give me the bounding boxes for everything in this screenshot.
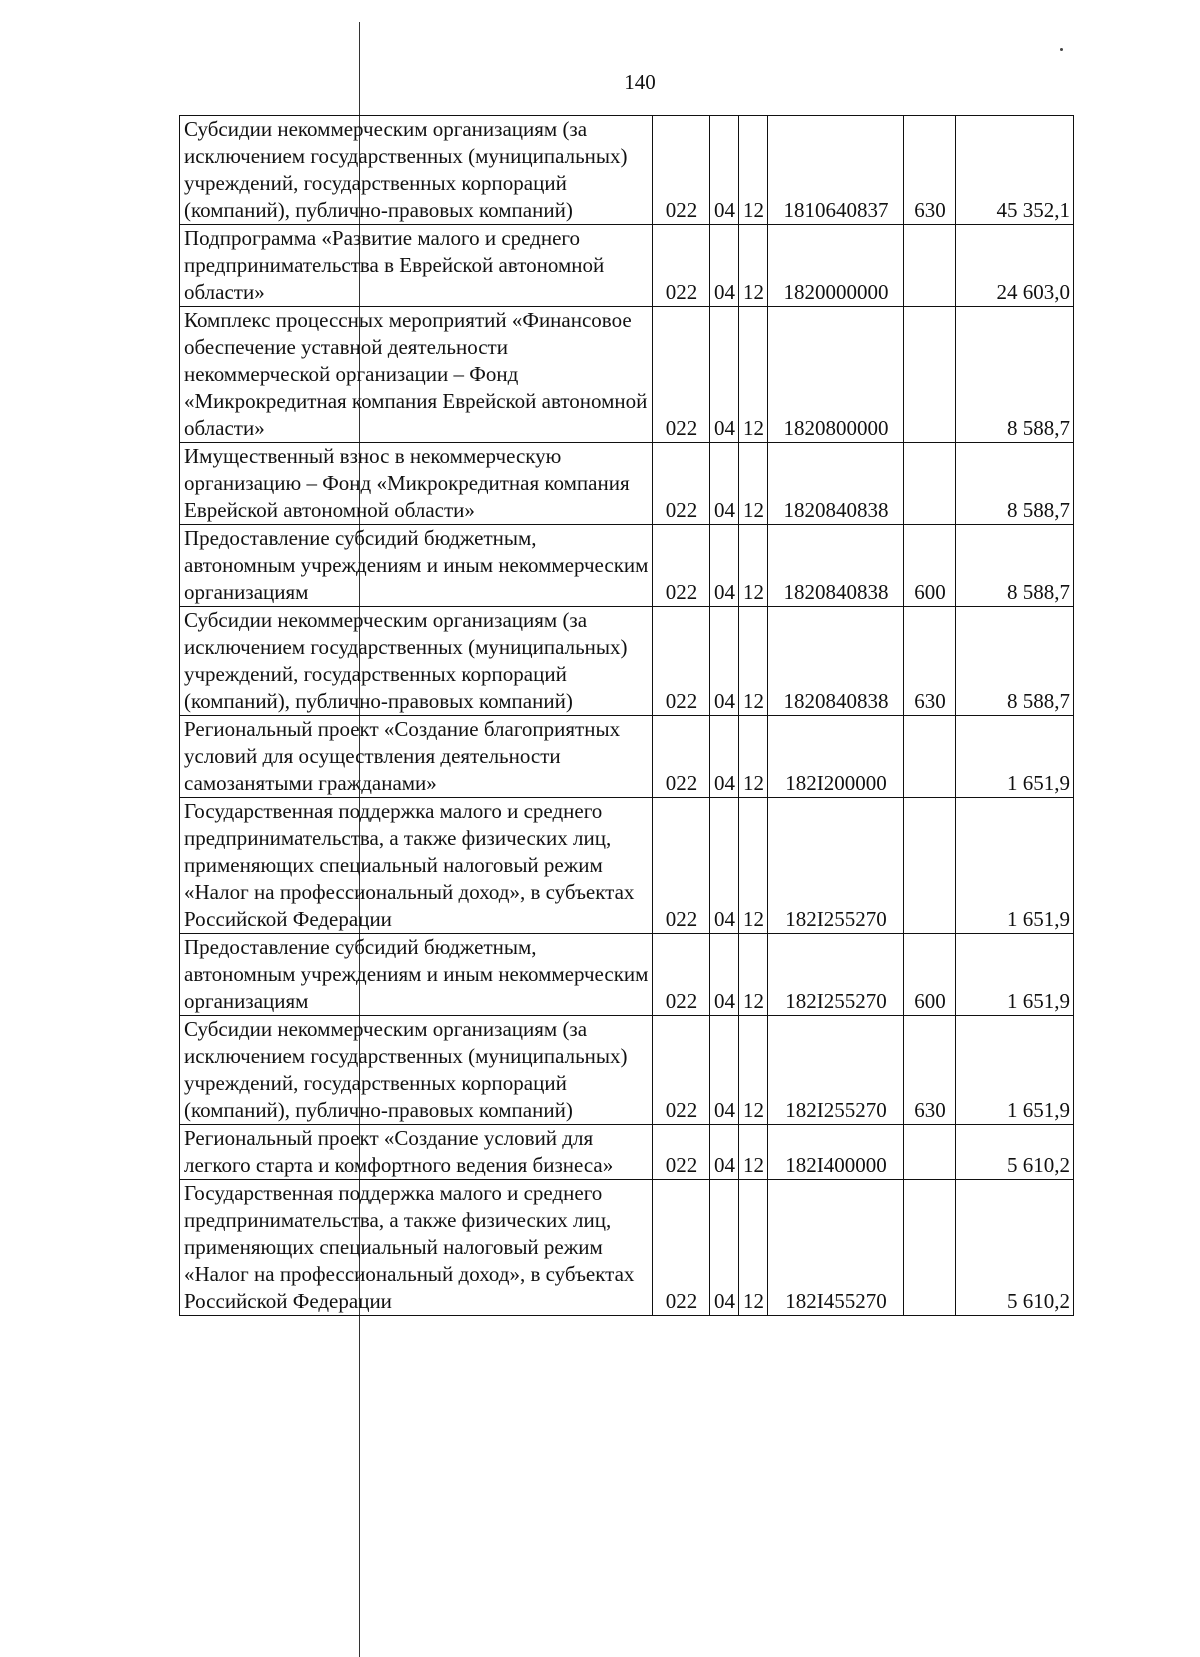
row-csr: 1820840838 <box>768 443 904 525</box>
row-pr: 12 <box>739 607 768 716</box>
row-gr: 022 <box>653 225 710 307</box>
row-csr: 182I455270 <box>768 1180 904 1316</box>
table-row <box>180 607 1074 716</box>
row-pr: 12 <box>739 116 768 225</box>
row-name: Субсидии некоммерческим организациям (за исключением государственных (муниципальных) учреждений, государственных корпораций (компаний), публично-правовых компаний) <box>180 607 653 716</box>
row-csr: 1820840838 <box>768 525 904 607</box>
row-name: Подпрограмма «Развитие малого и среднего предпринимательства в Еврейской автономной области» <box>180 225 653 307</box>
row-gr: 022 <box>653 607 710 716</box>
scan-artifact-dot <box>1060 48 1063 51</box>
row-rz: 04 <box>710 525 739 607</box>
row-csr: 182I255270 <box>768 798 904 934</box>
row-sum: 1 651,9 <box>956 798 1074 934</box>
row-gr: 022 <box>653 443 710 525</box>
row-sum: 5 610,2 <box>956 1180 1074 1316</box>
budget-table <box>179 115 1074 1316</box>
table-row <box>180 798 1074 934</box>
row-gr: 022 <box>653 716 710 798</box>
row-rz: 04 <box>710 798 739 934</box>
row-gr: 022 <box>653 1016 710 1125</box>
row-rz: 04 <box>710 934 739 1016</box>
row-sum: 8 588,7 <box>956 607 1074 716</box>
row-gr: 022 <box>653 307 710 443</box>
row-gr: 022 <box>653 1180 710 1316</box>
table-row <box>180 307 1074 443</box>
row-vr <box>904 225 956 307</box>
row-pr: 12 <box>739 798 768 934</box>
row-sum: 1 651,9 <box>956 716 1074 798</box>
row-vr <box>904 443 956 525</box>
row-pr: 12 <box>739 525 768 607</box>
row-rz: 04 <box>710 716 739 798</box>
row-vr: 630 <box>904 1016 956 1125</box>
row-vr: 630 <box>904 607 956 716</box>
row-rz: 04 <box>710 1016 739 1125</box>
row-vr: 600 <box>904 525 956 607</box>
row-rz: 04 <box>710 1125 739 1180</box>
row-pr: 12 <box>739 443 768 525</box>
page-number: 140 <box>624 70 656 94</box>
row-rz: 04 <box>710 307 739 443</box>
row-pr: 12 <box>739 716 768 798</box>
row-name: Государственная поддержка малого и среднего предпринимательства, а также физических лиц, применяющих специальный налоговый режим «Налог на профессиональный доход», в субъектах Российской Федерации <box>180 798 653 934</box>
row-vr <box>904 307 956 443</box>
row-pr: 12 <box>739 934 768 1016</box>
row-gr: 022 <box>653 116 710 225</box>
row-pr: 12 <box>739 1016 768 1125</box>
row-name: Региональный проект «Создание условий для легкого старта и комфортного ведения бизнеса» <box>180 1125 653 1180</box>
row-gr: 022 <box>653 1125 710 1180</box>
row-vr <box>904 716 956 798</box>
row-sum: 8 588,7 <box>956 307 1074 443</box>
row-csr: 182I255270 <box>768 934 904 1016</box>
row-sum: 5 610,2 <box>956 1125 1074 1180</box>
row-pr: 12 <box>739 307 768 443</box>
table-row <box>180 525 1074 607</box>
row-name: Субсидии некоммерческим организациям (за исключением государственных (муниципальных) учреждений, государственных корпораций (компаний), публично-правовых компаний) <box>180 1016 653 1125</box>
table-row <box>180 1125 1074 1180</box>
row-name: Комплекс процессных мероприятий «Финансовое обеспечение уставной деятельности некоммерческой организации – Фонд «Микрокредитная компания Еврейской автономной области» <box>180 307 653 443</box>
row-vr <box>904 1180 956 1316</box>
row-vr <box>904 798 956 934</box>
row-sum: 1 651,9 <box>956 1016 1074 1125</box>
row-rz: 04 <box>710 607 739 716</box>
row-csr: 1820000000 <box>768 225 904 307</box>
row-pr: 12 <box>739 1180 768 1316</box>
row-sum: 24 603,0 <box>956 225 1074 307</box>
row-sum: 8 588,7 <box>956 525 1074 607</box>
row-name: Региональный проект «Создание благоприятных условий для осуществления деятельности самозанятыми гражданами» <box>180 716 653 798</box>
row-vr <box>904 1125 956 1180</box>
row-gr: 022 <box>653 798 710 934</box>
row-gr: 022 <box>653 525 710 607</box>
row-csr: 182I255270 <box>768 1016 904 1125</box>
row-csr: 182I200000 <box>768 716 904 798</box>
row-pr: 12 <box>739 225 768 307</box>
row-name: Предоставление субсидий бюджетным, автономным учреждениям и иным некоммерческим организациям <box>180 525 653 607</box>
row-csr: 1810640837 <box>768 116 904 225</box>
row-gr: 022 <box>653 934 710 1016</box>
row-rz: 04 <box>710 116 739 225</box>
row-sum: 8 588,7 <box>956 443 1074 525</box>
row-rz: 04 <box>710 225 739 307</box>
row-vr: 630 <box>904 116 956 225</box>
table-row <box>180 934 1074 1016</box>
table-row <box>180 225 1074 307</box>
table-row <box>180 443 1074 525</box>
row-rz: 04 <box>710 443 739 525</box>
table-row <box>180 1016 1074 1125</box>
table-row <box>180 716 1074 798</box>
row-name: Субсидии некоммерческим организациям (за исключением государственных (муниципальных) учреждений, государственных корпораций (компаний), публично-правовых компаний) <box>180 116 653 225</box>
table-row <box>180 1180 1074 1316</box>
row-rz: 04 <box>710 1180 739 1316</box>
row-name: Государственная поддержка малого и среднего предпринимательства, а также физических лиц, применяющих специальный налоговый режим «Налог на профессиональный доход», в субъектах Российской Федерации <box>180 1180 653 1316</box>
row-csr: 1820800000 <box>768 307 904 443</box>
row-csr: 1820840838 <box>768 607 904 716</box>
row-name: Предоставление субсидий бюджетным, автономным учреждениям и иным некоммерческим организациям <box>180 934 653 1016</box>
row-vr: 600 <box>904 934 956 1016</box>
row-name: Имущественный взнос в некоммерческую организацию – Фонд «Микрокредитная компания Еврейской автономной области» <box>180 443 653 525</box>
row-sum: 45 352,1 <box>956 116 1074 225</box>
row-csr: 182I400000 <box>768 1125 904 1180</box>
table-row <box>180 116 1074 225</box>
row-sum: 1 651,9 <box>956 934 1074 1016</box>
row-pr: 12 <box>739 1125 768 1180</box>
